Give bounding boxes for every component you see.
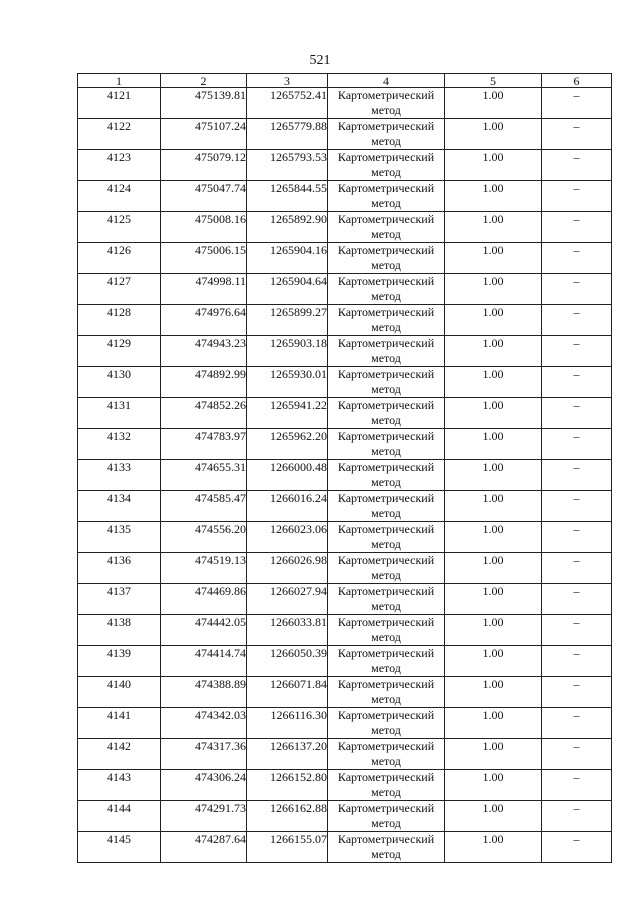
method-line-1: Картометрический [337,522,435,536]
coordinate-y: 1265962.20 [247,429,328,460]
coordinate-y: 1266033.81 [247,615,328,646]
accuracy-value: 1.00 [445,150,542,181]
accuracy-value: 1.00 [445,181,542,212]
method-line-1: Картометрический [337,150,435,164]
note-dash: – [542,491,612,522]
accuracy-value: 1.00 [445,274,542,305]
coordinate-y: 1266016.24 [247,491,328,522]
point-number: 4135 [78,522,161,553]
table-row [78,274,612,305]
method-line-2: метод [371,847,401,861]
point-number: 4134 [78,491,161,522]
point-number: 4141 [78,708,161,739]
table-row [78,398,612,429]
method-line-2: метод [371,289,401,303]
method-line-1: Картометрический [337,553,435,567]
method-line-1: Картометрический [337,398,435,412]
method-line-2: метод [371,134,401,148]
coordinate-x: 474519.13 [161,553,247,584]
table-header [78,74,612,88]
table-body [78,88,612,863]
coordinate-y: 1266026.98 [247,553,328,584]
table-row [78,88,612,119]
accuracy-value: 1.00 [445,212,542,243]
coordinate-y: 1266071.84 [247,677,328,708]
table-row [78,770,612,801]
method-line-2: метод [371,413,401,427]
coordinate-x: 474976.64 [161,305,247,336]
point-number: 4145 [78,832,161,863]
method-line-1: Картометрический [337,181,435,195]
method-line-1: Картометрический [337,88,435,102]
note-dash: – [542,367,612,398]
method-line-2: метод [371,723,401,737]
method-line-1: Картометрический [337,584,435,598]
point-number: 4128 [78,305,161,336]
point-number: 4144 [78,801,161,832]
note-dash: – [542,336,612,367]
method-line-1: Картометрический [337,615,435,629]
accuracy-value: 1.00 [445,739,542,770]
accuracy-value: 1.00 [445,336,542,367]
method-cell [328,677,445,708]
method-line-1: Картометрический [337,119,435,133]
coordinate-x: 475008.16 [161,212,247,243]
coordinate-y: 1265930.01 [247,367,328,398]
note-dash: – [542,398,612,429]
note-dash: – [542,801,612,832]
method-line-2: метод [371,475,401,489]
coordinate-x: 474342.03 [161,708,247,739]
note-dash: – [542,150,612,181]
accuracy-value: 1.00 [445,832,542,863]
coordinate-y: 1265793.53 [247,150,328,181]
method-line-2: метод [371,785,401,799]
coordinate-x: 474469.86 [161,584,247,615]
note-dash: – [542,615,612,646]
method-line-1: Картометрический [337,367,435,381]
note-dash: – [542,305,612,336]
coordinate-y: 1265904.16 [247,243,328,274]
method-line-2: метод [371,630,401,644]
coordinate-x: 475107.24 [161,119,247,150]
accuracy-value: 1.00 [445,429,542,460]
method-cell [328,646,445,677]
table-row [78,615,612,646]
coordinate-x: 475139.81 [161,88,247,119]
accuracy-value: 1.00 [445,708,542,739]
note-dash: – [542,739,612,770]
accuracy-value: 1.00 [445,584,542,615]
method-line-1: Картометрический [337,646,435,660]
method-cell [328,739,445,770]
column-header-1: 1 [78,74,161,88]
method-line-1: Картометрический [337,305,435,319]
table-row [78,243,612,274]
table-row [78,305,612,336]
method-line-2: метод [371,351,401,365]
method-cell [328,367,445,398]
table-row [78,212,612,243]
coordinate-y: 1265892.90 [247,212,328,243]
note-dash: – [542,584,612,615]
accuracy-value: 1.00 [445,119,542,150]
coordinate-x: 474442.05 [161,615,247,646]
coordinate-y: 1266027.94 [247,584,328,615]
column-header-3: 3 [247,74,328,88]
page-number: 521 [309,53,331,68]
method-cell [328,181,445,212]
coordinate-x: 474943.23 [161,336,247,367]
accuracy-value: 1.00 [445,243,542,274]
method-cell [328,429,445,460]
accuracy-value: 1.00 [445,88,542,119]
coordinate-x: 474388.89 [161,677,247,708]
note-dash: – [542,88,612,119]
method-cell [328,553,445,584]
method-line-2: метод [371,754,401,768]
method-line-2: метод [371,444,401,458]
method-line-1: Картометрический [337,770,435,784]
coordinate-x: 474306.24 [161,770,247,801]
method-cell [328,832,445,863]
note-dash: – [542,181,612,212]
note-dash: – [542,832,612,863]
coordinate-y: 1266050.39 [247,646,328,677]
table-row [78,522,612,553]
coordinate-x: 474317.36 [161,739,247,770]
method-cell [328,584,445,615]
coordinate-x: 474585.47 [161,491,247,522]
accuracy-value: 1.00 [445,367,542,398]
point-number: 4139 [78,646,161,677]
coordinate-y: 1266023.06 [247,522,328,553]
point-number: 4129 [78,336,161,367]
method-line-2: метод [371,692,401,706]
method-line-2: метод [371,537,401,551]
method-line-2: метод [371,196,401,210]
coordinate-y: 1266137.20 [247,739,328,770]
method-line-2: метод [371,165,401,179]
table-row [78,677,612,708]
method-line-2: метод [371,661,401,675]
point-number: 4140 [78,677,161,708]
method-cell [328,491,445,522]
method-line-1: Картометрический [337,491,435,505]
coordinate-y: 1266000.48 [247,460,328,491]
method-cell [328,801,445,832]
method-cell [328,460,445,491]
note-dash: – [542,460,612,491]
point-number: 4122 [78,119,161,150]
point-number: 4131 [78,398,161,429]
column-header-4: 4 [328,74,445,88]
method-line-1: Картометрический [337,708,435,722]
method-line-2: метод [371,382,401,396]
method-cell [328,243,445,274]
table-row [78,801,612,832]
table-row [78,584,612,615]
point-number: 4127 [78,274,161,305]
point-number: 4130 [78,367,161,398]
method-line-1: Картометрический [337,212,435,226]
method-line-2: метод [371,568,401,582]
coordinate-x: 475047.74 [161,181,247,212]
method-line-1: Картометрический [337,429,435,443]
method-line-1: Картометрический [337,801,435,815]
accuracy-value: 1.00 [445,801,542,832]
accuracy-value: 1.00 [445,305,542,336]
point-number: 4138 [78,615,161,646]
point-number: 4143 [78,770,161,801]
table-row [78,150,612,181]
point-number: 4136 [78,553,161,584]
column-header-2: 2 [161,74,247,88]
point-number: 4132 [78,429,161,460]
note-dash: – [542,646,612,677]
note-dash: – [542,243,612,274]
coordinate-x: 474655.31 [161,460,247,491]
note-dash: – [542,119,612,150]
coordinate-y: 1266152.80 [247,770,328,801]
accuracy-value: 1.00 [445,522,542,553]
method-cell [328,708,445,739]
coordinate-y: 1265899.27 [247,305,328,336]
method-cell [328,274,445,305]
coordinate-y: 1265941.22 [247,398,328,429]
coordinate-y: 1266162.88 [247,801,328,832]
coordinate-x: 474556.20 [161,522,247,553]
coordinate-x: 474291.73 [161,801,247,832]
table-row [78,553,612,584]
point-number: 4124 [78,181,161,212]
table-row [78,336,612,367]
method-cell [328,212,445,243]
coordinate-x: 474783.97 [161,429,247,460]
method-cell [328,336,445,367]
coordinate-y: 1266155.07 [247,832,328,863]
point-number: 4126 [78,243,161,274]
note-dash: – [542,677,612,708]
note-dash: – [542,274,612,305]
point-number: 4142 [78,739,161,770]
method-line-1: Картометрический [337,243,435,257]
method-line-2: метод [371,816,401,830]
table-row [78,460,612,491]
note-dash: – [542,212,612,243]
method-line-1: Картометрический [337,460,435,474]
table-row [78,646,612,677]
accuracy-value: 1.00 [445,677,542,708]
table-row [78,367,612,398]
method-line-1: Картометрический [337,274,435,288]
method-line-2: метод [371,320,401,334]
coordinates-table [77,73,612,863]
note-dash: – [542,770,612,801]
coordinate-y: 1265844.55 [247,181,328,212]
table-row [78,832,612,863]
coordinate-y: 1266116.30 [247,708,328,739]
method-line-1: Картометрический [337,336,435,350]
coordinate-x: 474414.74 [161,646,247,677]
method-cell [328,398,445,429]
accuracy-value: 1.00 [445,646,542,677]
point-number: 4133 [78,460,161,491]
note-dash: – [542,553,612,584]
column-header-5: 5 [445,74,542,88]
accuracy-value: 1.00 [445,770,542,801]
accuracy-value: 1.00 [445,553,542,584]
coordinate-x: 475079.12 [161,150,247,181]
header-row [78,74,612,88]
table-row [78,708,612,739]
table-row [78,739,612,770]
method-line-1: Картометрический [337,739,435,753]
method-cell [328,150,445,181]
table-row [78,429,612,460]
coordinate-x: 475006.15 [161,243,247,274]
method-cell [328,88,445,119]
coordinate-y: 1265903.18 [247,336,328,367]
coordinate-x: 474287.64 [161,832,247,863]
point-number: 4123 [78,150,161,181]
coordinate-x: 474852.26 [161,398,247,429]
coordinate-x: 474998.11 [161,274,247,305]
note-dash: – [542,429,612,460]
coordinate-y: 1265904.64 [247,274,328,305]
note-dash: – [542,708,612,739]
method-cell [328,305,445,336]
note-dash: – [542,522,612,553]
coordinate-y: 1265752.41 [247,88,328,119]
method-cell [328,615,445,646]
table-row [78,491,612,522]
method-cell [328,770,445,801]
method-line-2: метод [371,227,401,241]
table-row [78,181,612,212]
point-number: 4125 [78,212,161,243]
point-number: 4121 [78,88,161,119]
coordinate-y: 1265779.88 [247,119,328,150]
method-line-2: метод [371,258,401,272]
column-header-6: 6 [542,74,612,88]
method-line-2: метод [371,599,401,613]
method-line-2: метод [371,103,401,117]
accuracy-value: 1.00 [445,615,542,646]
coordinate-x: 474892.99 [161,367,247,398]
method-line-2: метод [371,506,401,520]
accuracy-value: 1.00 [445,491,542,522]
accuracy-value: 1.00 [445,460,542,491]
table-row [78,119,612,150]
method-cell [328,522,445,553]
method-line-1: Картометрический [337,832,435,846]
method-line-1: Картометрический [337,677,435,691]
accuracy-value: 1.00 [445,398,542,429]
point-number: 4137 [78,584,161,615]
method-cell [328,119,445,150]
